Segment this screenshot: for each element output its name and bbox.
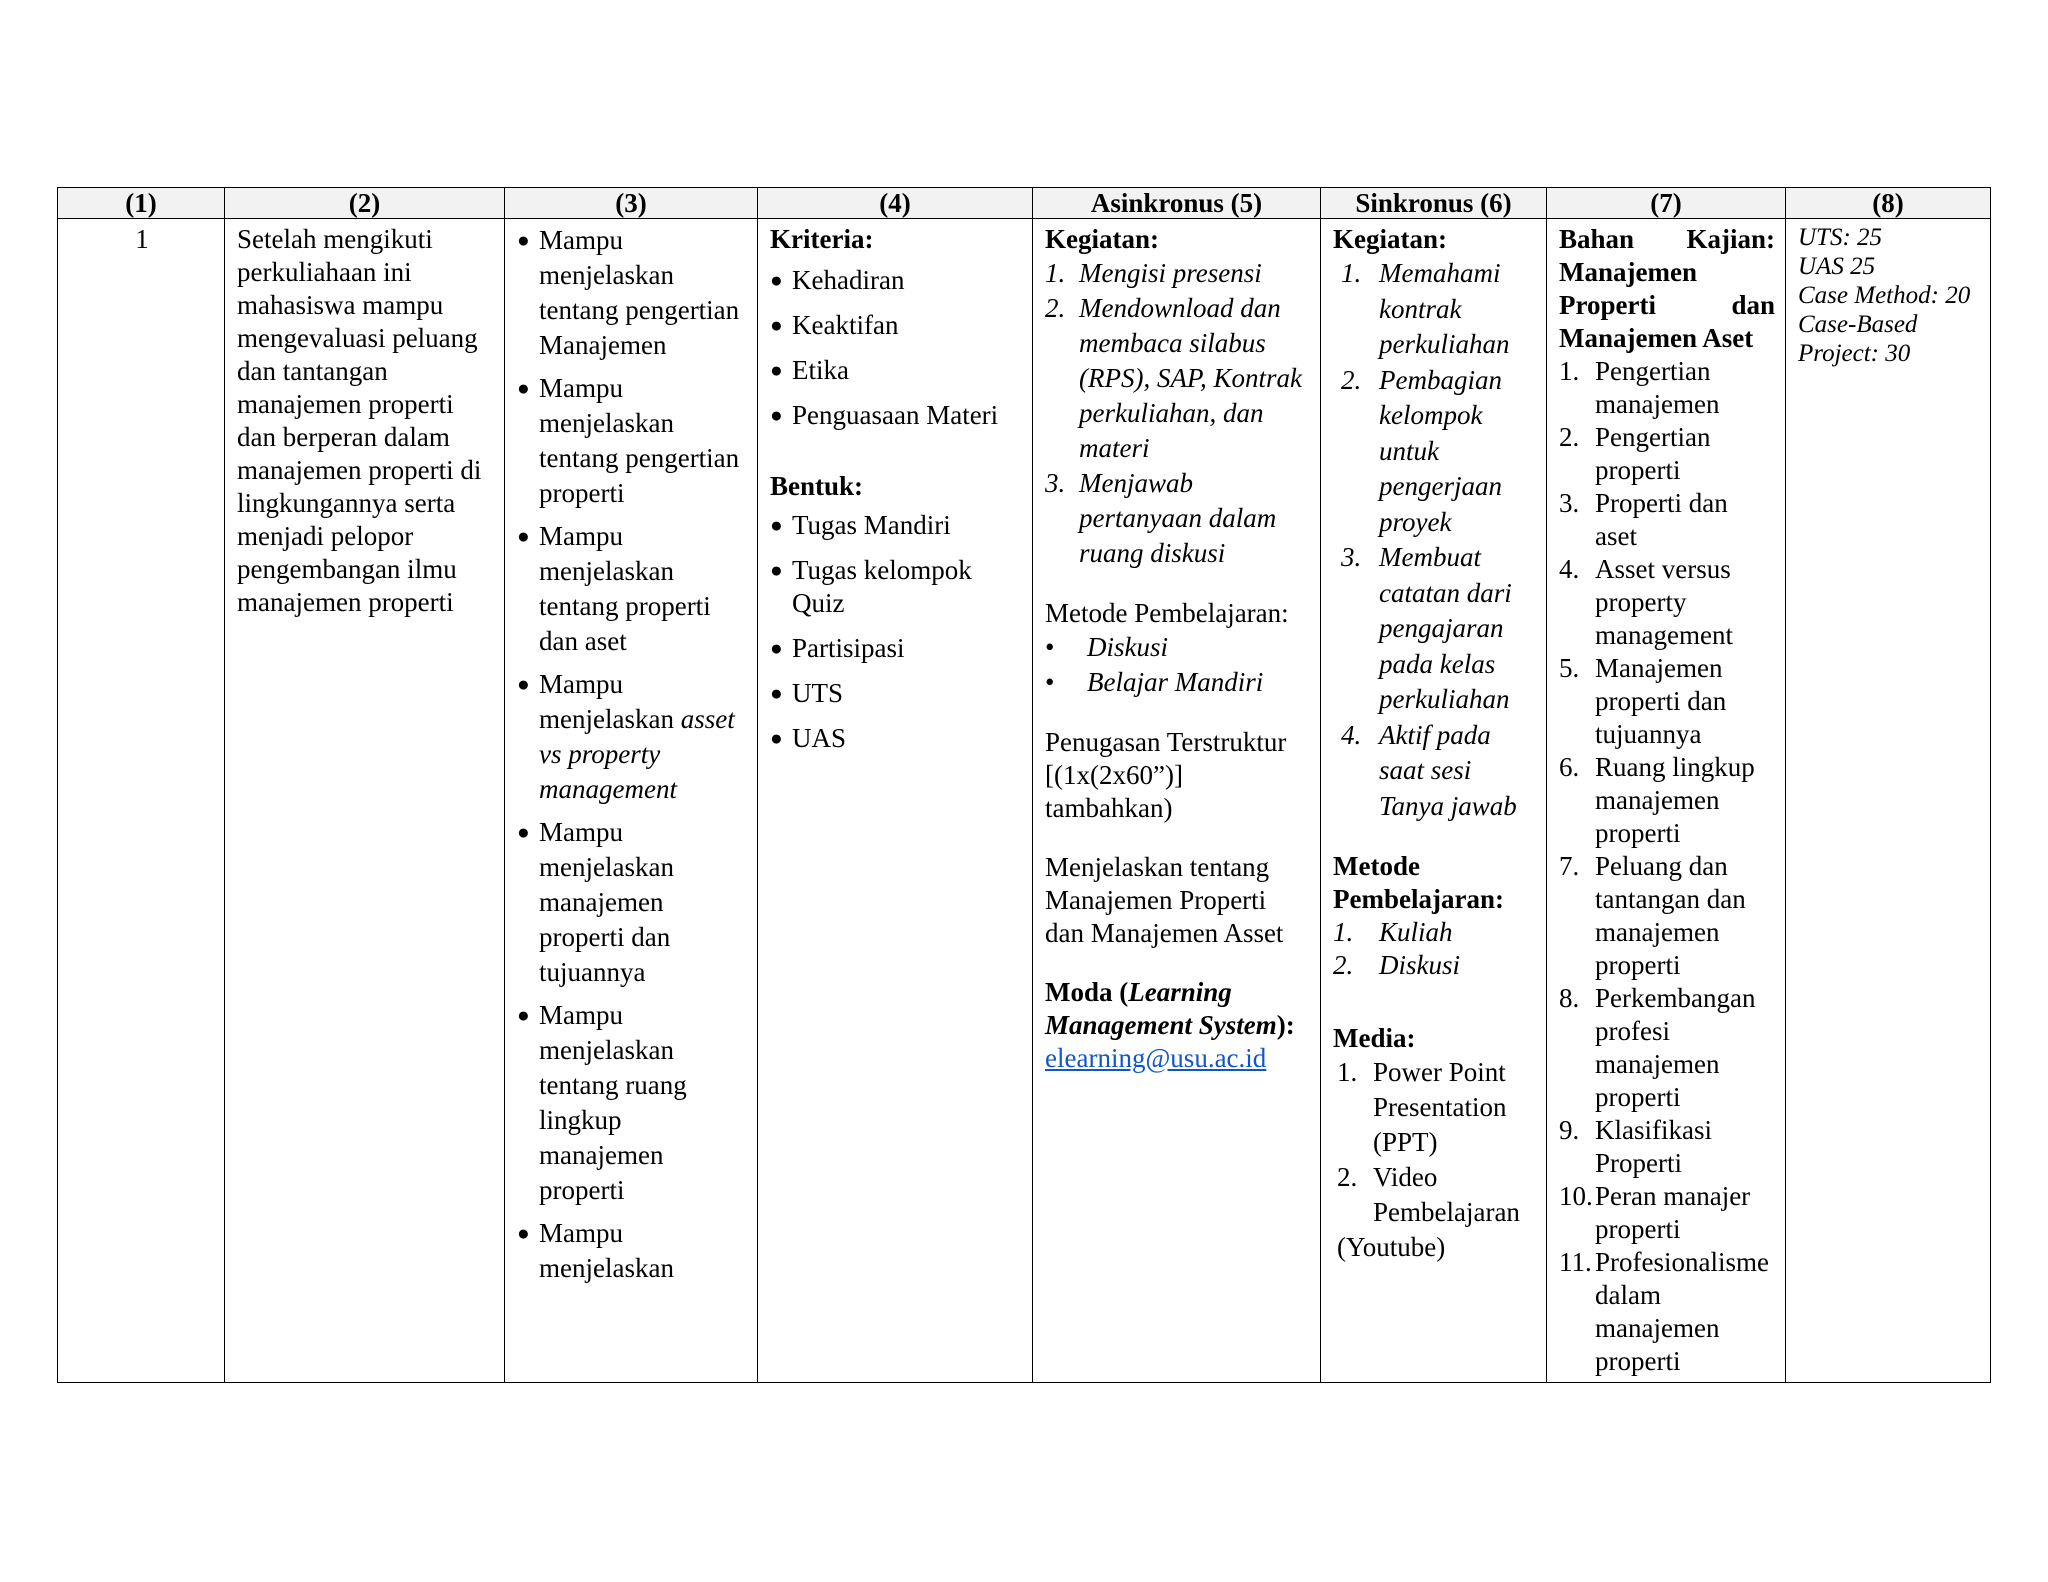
sinkronus-metode-list [1333, 916, 1536, 982]
list-item: ● Kehadiran [770, 264, 1022, 297]
list-item: ● Mampu menjelaskan asset vs property management [517, 667, 747, 807]
bentuk-label: Bentuk: [770, 471, 864, 501]
header-col-3: (3) [505, 188, 758, 219]
moda-label: Moda (Learning Management System): [1045, 977, 1295, 1040]
list-item: 4. Asset versus property management [1559, 554, 1733, 650]
list-item: ● Tugas Mandiri [770, 509, 1022, 542]
asinkronus-kegiatan-label: Kegiatan: [1045, 224, 1159, 254]
header-col-7: (7) [1547, 188, 1786, 219]
list-item: 1. Mengisi presensi [1045, 258, 1262, 288]
list-item: ● Mampu menjelaskan tentang ruang lingkup manajemen properti [517, 998, 747, 1208]
list-item: 1. Power Point Presentation (PPT) [1337, 1057, 1507, 1157]
list-item: 9. Klasifikasi Properti [1559, 1115, 1712, 1178]
asinkronus-cell [1033, 219, 1321, 1383]
rps-table [57, 187, 1991, 1383]
cpmk-text: Setelah mengikuti perkuliahaan ini mahasiswa mampu mengevaluasi peluang dan tantangan manajemen properti dan berperan dalam manajemen properti di lingkungannya serta menjadi pelopor pengembangan ilmu manajemen properti [237, 224, 482, 617]
list-item: • Diskusi [1045, 630, 1310, 665]
header-col-8: (8) [1786, 188, 1991, 219]
list-item: 3. Properti dan aset [1559, 488, 1728, 551]
list-item: ● Mampu menjelaskan [517, 1216, 747, 1286]
list-item: 1. Kuliah [1333, 917, 1453, 947]
list-item: ● Partisipasi [770, 632, 1022, 665]
list-item: 2. Video Pembelajaran [1337, 1162, 1520, 1227]
list-item: • Belajar Mandiri [1045, 665, 1310, 700]
list-item: 5. Manajemen properti dan tujuannya [1559, 653, 1727, 749]
media-label: Media: [1333, 1023, 1416, 1053]
list-item: ● UAS [770, 722, 1022, 755]
indikator-cell [505, 219, 758, 1383]
list-item: 4. Aktif pada saat sesi Tanya jawab [1341, 719, 1517, 821]
bahan-kajian-cell [1547, 219, 1786, 1383]
elearning-link[interactable]: elearning@usu.ac.id [1045, 1043, 1267, 1073]
menjelaskan-text: Menjelaskan tentang Manajemen Properti dan Manajemen Asset [1045, 852, 1284, 948]
row-number: 1 [58, 219, 225, 1383]
header-col-6: Sinkronus (6) [1321, 188, 1547, 219]
list-item: 2. Diskusi [1333, 950, 1460, 980]
bobot-uts: UTS: 25 [1798, 224, 1883, 251]
list-item: 2. Pembagian kelompok untuk pengerjaan proyek [1341, 364, 1502, 537]
list-item: ● UTS [770, 677, 1022, 710]
list-item: 1. Pengertian manajemen [1559, 356, 1720, 419]
penugasan-text: Penugasan Terstruktur [(1x(2x60”)] tambahkan) [1045, 727, 1287, 823]
list-item: 8. Perkembangan profesi manajemen properti [1559, 983, 1756, 1112]
kriteria-label: Kriteria: [770, 224, 874, 254]
sinkronus-cell [1321, 219, 1547, 1383]
list-item: ● Etika [770, 354, 1022, 387]
bentuk-list [770, 509, 1022, 755]
list-item: 10. Peran manajer properti [1559, 1181, 1751, 1244]
asinkronus-kegiatan-list [1045, 256, 1310, 571]
indikator-list [517, 223, 747, 1286]
media-tail: (Youtube) [1337, 1232, 1446, 1262]
list-item: 2. Mendownload dan membaca silabus (RPS), SAP, Kontrak perkuliahan, dan materi [1045, 293, 1302, 463]
list-item: 6. Ruang lingkup manajemen properti [1559, 752, 1755, 848]
list-item: 11. Profesionalisme dalam manajemen properti [1559, 1247, 1769, 1376]
bobot-case-based-project: Case-Based Project: 30 [1798, 311, 1918, 367]
asinkronus-metode-list [1045, 630, 1310, 700]
bahan-kajian-label: Bahan Kajian: Manajemen Properti dan Manajemen Aset [1559, 224, 1775, 353]
cpmk-cell [225, 219, 505, 1383]
header-col-2: (2) [225, 188, 505, 219]
list-item: ● Mampu menjelaskan tentang pengertian Manajemen [517, 223, 747, 363]
penilaian-cell [758, 219, 1033, 1383]
list-item: 3. Membuat catatan dari pengajaran pada kelas perkuliahan [1341, 542, 1512, 714]
list-item: 1. Memahami kontrak perkuliahan [1341, 258, 1510, 359]
sinkronus-metode-label: Metode Pembelajaran: [1333, 851, 1504, 914]
list-item: 3. Menjawab pertanyaan dalam ruang diskusi [1045, 468, 1277, 568]
kriteria-list [770, 264, 1022, 432]
bobot-case-method: Case Method: 20 [1798, 282, 1971, 309]
list-item: ● Tugas kelompok Quiz [770, 554, 1022, 620]
list-item: ● Penguasaan Materi [770, 399, 1022, 432]
bobot-cell [1786, 219, 1991, 1383]
header-col-1: (1) [58, 188, 225, 219]
table-row [58, 219, 1991, 1383]
sinkronus-kegiatan-list [1333, 256, 1536, 824]
list-item: ● Keaktifan [770, 309, 1022, 342]
header-row [58, 188, 1991, 219]
media-list [1333, 1055, 1536, 1230]
header-col-4: (4) [758, 188, 1033, 219]
bobot-uas: UAS 25 [1798, 253, 1876, 280]
list-item: 2. Pengertian properti [1559, 422, 1711, 485]
bahan-kajian-list [1559, 355, 1775, 1378]
list-item: 7. Peluang dan tantangan dan manajemen properti [1559, 851, 1746, 980]
list-item: ● Mampu menjelaskan tentang pengertian properti [517, 371, 747, 511]
list-item: ● Mampu menjelaskan manajemen properti dan tujuannya [517, 815, 747, 990]
asinkronus-metode-label: Metode Pembelajaran: [1045, 598, 1289, 628]
sinkronus-kegiatan-label: Kegiatan: [1333, 224, 1447, 254]
list-item: ● Mampu menjelaskan tentang properti dan aset [517, 519, 747, 659]
header-col-5: Asinkronus (5) [1033, 188, 1321, 219]
